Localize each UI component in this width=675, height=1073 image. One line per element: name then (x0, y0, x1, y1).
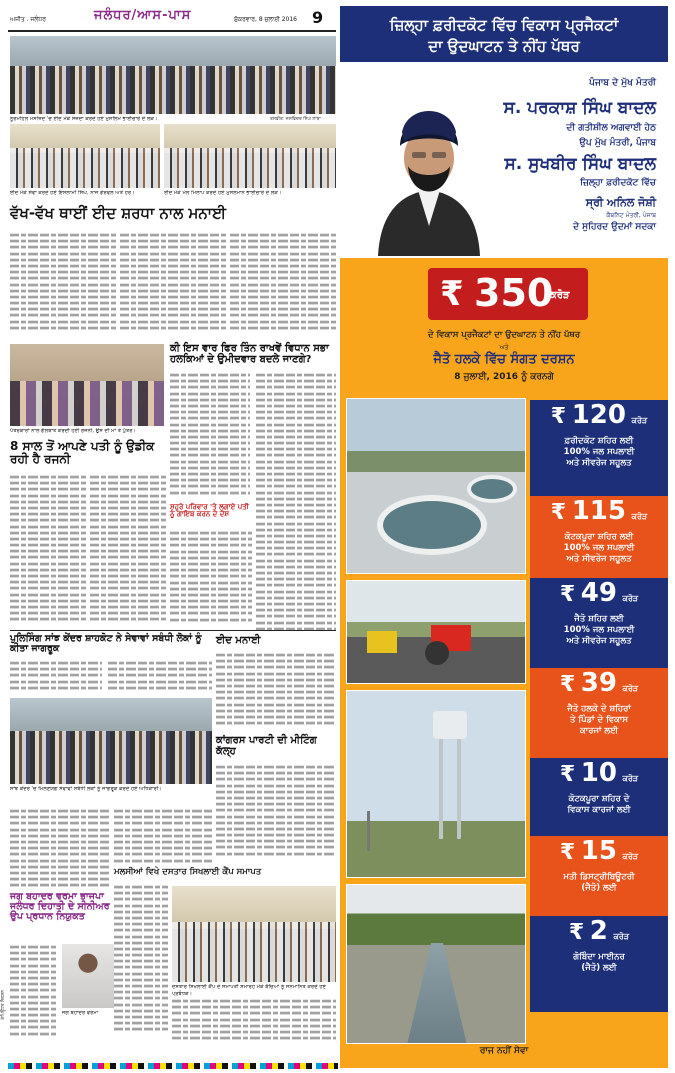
rupee-icon: ₹ (550, 500, 567, 525)
story7-caption: ਜਗ ਬਹਾਦਰ ਵਰਮਾ (62, 1010, 99, 1016)
project-panel (530, 668, 668, 758)
project-line2: 100% ਜਲ ਸਪਲਾਈ (563, 625, 635, 635)
rupee-icon: ₹ (550, 404, 567, 429)
divider (10, 630, 336, 631)
project-amount-unit: ਕਰੋੜ (622, 852, 639, 861)
story7-headline: ਜਗ ਬਹਾਦਰ ਵਰਮਾ ਭਾਜਪਾ ਜਲੰਧਰ ਦਿਹਾਤੀ ਦੇ ਸੀਨੀਅਰ ਉਪ ਪ੍ਰਧਾਨ ਨਿਯੁਕਤ (10, 891, 110, 922)
and-word: ਅਤੇ (499, 344, 509, 351)
canal-photo (346, 884, 526, 1044)
eid-prayer-photo (10, 36, 336, 114)
project-amount-unit: ਕਰੋੜ (631, 416, 648, 425)
issue-date: ਸ਼ੁੱਕਰਵਾਰ, 8 ਜੁਲਾਈ 2016 (234, 16, 297, 23)
eid-greeting-photo (164, 124, 336, 188)
project-panel (530, 836, 668, 916)
story1-body-col2 (120, 232, 226, 336)
project-amount (530, 836, 668, 866)
sub-headline: ਕੀ ਇਸ ਵਾਰ ਫਿਰ ਤਿੰਨ ਰਾਖਵੇਂ ਵਿਧਾਨ ਸਭਾ ਹਲਕਿਆਂ ਦੇ ਉਮੀਦਵਾਰ ਬਦਲੇ ਜਾਣਗੇ? (170, 343, 329, 365)
project-line1: ਮਤੀ ਡਿਸਟ੍ਰੀਬਿਊਟਰੀ (563, 872, 635, 882)
color-registration-marks (8, 1063, 338, 1069)
project-line1: ਜੈਤੋ ਸ਼ਹਿਰ ਲਈ (574, 614, 624, 624)
cm-name: ਸ. ਪਰਕਾਸ਼ ਸਿੰਘ ਬਾਦਲ (503, 98, 656, 118)
story2-headline: 8 ਸਾਲ ਤੋਂ ਆਪਣੇ ਪਤੀ ਨੂੰ ਉਡੀਕ ਰਹੀ ਹੈ ਰਜਨੀ (10, 439, 155, 466)
rupee-icon: ₹ (440, 274, 464, 314)
story3-headline: ਪੁਲਿਸਿੰਗ ਸਾਂਝ ਕੇਂਦਰ ਸ਼ਾਹਕੋਟ ਨੇ ਸੇਵਾਵਾਂ ਸਬੰਧੀ ਲੋਕਾਂ ਨੂੰ ਕੀਤਾ ਜਾਗਰੂਕ (10, 633, 202, 654)
project-panel (530, 578, 668, 668)
story4-headline: ਈਦ ਮਨਾਈ (216, 635, 261, 646)
photo2-caption: ਈਦ ਮੌਕੇ ਸੇਵਾ ਕਰਦੇ ਹੋਏ ਇਸਲਾਮੀ ਸਿੰਘ, ਨਾਜ ਗੌਰਵਲ ਅਤੇ ਹੋਰ। (10, 190, 135, 196)
dcm-name: ਸ. ਸੁਖਬੀਰ ਸਿੰਘ ਬਾਦਲ (504, 154, 656, 174)
project-description (530, 532, 668, 565)
eid-service-photo (10, 124, 160, 188)
project-line3: ਅਤੇ ਸੀਵਰੇਜ ਸਹੂਲਤ (566, 554, 632, 564)
project-amount-value: 10 (580, 758, 617, 788)
page-header (8, 6, 336, 32)
story2-body-col2 (90, 474, 166, 624)
project-line2: ਤੇ ਪਿੰਡਾਂ ਦੇ ਵਿਕਾਸ (569, 715, 629, 725)
project-panel (530, 758, 668, 836)
story6-headline: ਮਲਸੀਆਂ ਵਿਖੇ ਦਸਤਾਰ ਸਿਖਲਾਈ ਕੈਂਪ ਸਮਾਪਤ (114, 867, 262, 877)
project-line1: ਕੋਟਕਪੂਰਾ ਸ਼ਹਿਰ ਲਈ (564, 532, 634, 542)
page-number: 9 (312, 8, 324, 27)
rupee-icon: ₹ (568, 920, 585, 945)
project-line2: ਵਿਕਾਸ ਕਾਰਜਾਂ ਲਈ (567, 805, 631, 815)
ad-slogan: ਰਾਜ ਨਹੀਂ ਸੇਵਾ (479, 1046, 529, 1056)
photo3-caption: ਈਦ ਮੌਕੇ ਮੇਲ ਮਿਲਾਪ ਕਰਦੇ ਹੋਏ ਮੁਸਲਮਾਨ ਭਾਈਚਾਰੇ ਦੇ ਲੋਕ। (164, 190, 282, 196)
project-amount-value: 39 (580, 668, 617, 698)
story7-body-col1 (10, 944, 58, 1042)
story1-body-col3 (230, 232, 336, 336)
photo1-credit: ਤਸਵੀਰ: ਜਸਵਿੰਦਰ ਸਿੰਘ ਲਾਂਬਾ (270, 117, 321, 122)
project-amount-value: 115 (571, 496, 626, 526)
project-panel (530, 916, 668, 1012)
story4-body (216, 652, 336, 730)
story3-sidecol (168, 686, 212, 816)
project-amount-unit: ਕਰੋੜ (622, 594, 639, 603)
ad-title-line2: ਦਾ ਉਦਘਾਟਨ ਤੇ ਨੀਂਹ ਪੱਥਰ (428, 37, 580, 55)
project-line3: ਕਾਰਜਾਂ ਲਈ (579, 726, 619, 736)
total-unit: ਕਰੋੜ (550, 290, 570, 301)
project-amount-value: 15 (580, 836, 617, 866)
minister-name: ਸ੍ਰੀ ਅਨਿਲ ਜੋਸ਼ੀ (585, 196, 656, 209)
cm-label: ਪੰਜਾਬ ਦੇ ਮੁੱਖ ਮੰਤਰੀ (589, 78, 656, 88)
project-amount (530, 916, 668, 946)
sangat-darshan-line: ਜੈਤੋ ਹਲਕੇ ਵਿੱਚ ਸੰਗਤ ਦਰਸ਼ਨ (433, 352, 575, 367)
project-line1: ਕੋਟਕਪੂਰਾ ਸ਼ਹਿਰ ਦੇ (568, 794, 630, 804)
story2-body-col3 (170, 530, 252, 624)
section-title: ਜਲੰਧਰ/ਆਸ-ਪਾਸ (94, 8, 192, 23)
project-line2: 100% ਜਲ ਸਪਲਾਈ (563, 543, 635, 553)
family-photo-caption: ਪੱਤਰਕਾਰਾਂ ਨਾਲ ਗੱਲਬਾਤ ਕਰਦੀ ਹੋਈ ਰਜਨੀ, ਉਸ ਦੀ ਮਾਂ ਤੇ ਪੁੱਤਰ। (10, 428, 137, 434)
story6-body-col1 (114, 884, 168, 1034)
photo1-caption: ਨੂਰਮਹਿਲ ਮਸਜਿਦ 'ਚ ਈਦ ਮੌਕੇ ਸਜਦਾ ਕਰਦੇ ਹੋਏ ਮੁਸਲਿਮ ਭਾਈਚਾਰੇ ਦੇ ਲੋਕ। (10, 116, 158, 122)
story6-caption: ਦਸਤਾਰ ਸਿਖਲਾਈ ਕੈਂਪ ਦੇ ਸਮਾਪਤੀ ਸਮਾਰੋਹ ਮੌਕੇ ਬੱਚਿਆਂ ਨੂੰ ਸਨਮਾਨਿਤ ਕਰਦੇ ਹੋਏ ਪ੍ਰਬੰਧਕ। (172, 984, 326, 997)
project-description (530, 794, 668, 816)
ad-title-line1: ਜ਼ਿਲ੍ਹਾ ਫ਼ਰੀਦਕੋਟ ਵਿੱਚ ਵਿਕਾਸ ਪ੍ਰਜੈਕਟਾਂ (389, 16, 619, 34)
project-line1: ਗੋਬਿੰਦਾ ਮਾਈਨਰ (573, 952, 625, 962)
family-photo (10, 344, 164, 426)
story1-body-col1 (10, 232, 116, 336)
rupee-icon: ₹ (559, 672, 576, 697)
road-roller-photo (346, 580, 526, 684)
project-amount (530, 758, 668, 788)
project-amount (530, 668, 668, 698)
project-amount-unit: ਕਰੋੜ (622, 774, 639, 783)
leader-portrait (358, 66, 500, 256)
story3-body-col3 (10, 808, 110, 890)
story5-body (216, 764, 336, 862)
effort-line: ਦੇ ਸੁਹਿਰਦ ਉਦਮਾਂ ਸਦਕਾ (573, 222, 656, 232)
project-line3: ਅਤੇ ਸੀਵਰੇਜ ਸਹੂਲਤ (566, 458, 632, 468)
project-description (530, 704, 668, 737)
side-credit: ਕੰਪਿਊਟਰ ਸੈਕਸ਼ਨ (1, 990, 6, 1020)
cm-lead: ਦੀ ਗਤੀਸ਼ੀਲ ਅਗਵਾਈ ਹੇਠ (566, 123, 656, 133)
project-amount (530, 400, 668, 430)
project-line2: (ਜੈਤੋ) ਲਈ (581, 883, 617, 893)
project-description (530, 952, 668, 974)
event-date-line: 8 ਜੁਲਾਈ, 2016 ਨੂੰ ਕਰਨਗੇ (454, 372, 554, 382)
project-amount (530, 578, 668, 608)
water-treatment-photo (346, 398, 526, 574)
total-amount-box (428, 268, 588, 320)
edition-label: ਅਜੀਤ . ਜਲੰਧਰ (10, 16, 46, 23)
project-line1: ਜੈਤੋ ਹਲਕੇ ਦੇ ਸ਼ਹਿਰਾਂ (567, 704, 631, 714)
project-description (530, 614, 668, 647)
project-line2: (ਜੈਤੋ) ਲਈ (581, 963, 617, 973)
rupee-icon: ₹ (559, 762, 576, 787)
story-sub-body-col1 (170, 372, 250, 500)
story2-body-col1 (10, 474, 86, 624)
project-panel (530, 496, 668, 578)
project-line2: 100% ਜਲ ਸਪਲਾਈ (563, 447, 635, 457)
project-line3: ਅਤੇ ਸੀਵਰੇਜ ਸਹੂਲਤ (566, 636, 632, 646)
main-headline: ਵੱਖ-ਵੱਖ ਥਾਈਂ ਈਦ ਸ਼ਰਧਾ ਨਾਲ ਮਨਾਈ (10, 204, 226, 222)
project-line1: ਫ਼ਰੀਦਕੋਟ ਸ਼ਹਿਰ ਲਈ (564, 436, 634, 446)
total-amount-band (340, 264, 668, 324)
story6-body-col2 (172, 998, 336, 1042)
story2-subheadline: ਸਹੁਰੇ ਪਰਿਵਾਰ 'ਤੇ ਲਗਾਏ ਪਤੀ ਨੂੰ ਗਾਇਬ ਕਰਨ ਦੇ ਦੋਸ਼ (170, 503, 249, 519)
project-description (530, 872, 668, 894)
rupee-icon: ₹ (559, 840, 576, 865)
turban-camp-photo (172, 886, 336, 982)
project-amount-unit: ਕਰੋੜ (613, 932, 630, 941)
minister-title: ਕੈਬਨਿਟ ਮੰਤਰੀ, ਪੰਜਾਬ (606, 212, 656, 219)
project-amount-unit: ਕਰੋੜ (631, 512, 648, 521)
story3-caption: ਸਾਂਝ ਕੇਂਦਰ 'ਚ ਮਿਲਣਯੋਗ ਸੇਵਾਵਾਂ ਸਬੰਧੀ ਲੋਕਾਂ ਨੂੰ ਜਾਗਰੂਕ ਕਰਦੇ ਹੋਏ ਅਧਿਕਾਰੀ। (10, 786, 162, 792)
story3-body-col4 (114, 808, 212, 868)
project-description (530, 436, 668, 469)
story5-headline: ਕਾਂਗਰਸ ਪਾਰਟੀ ਦੀ ਮੀਟਿੰਗ ਕੱਲ੍ਹ (216, 735, 317, 757)
project-panel (530, 400, 668, 496)
development-projects-ad (340, 6, 668, 1068)
project-amount (530, 496, 668, 526)
water-tank-photo (346, 690, 526, 878)
district-line: ਜ਼ਿਲ੍ਹਾ ਫ਼ਰੀਦਕੋਟ ਵਿੱਚ (580, 178, 656, 188)
story3-body-col1 (10, 660, 102, 696)
total-description: ਦੇ ਵਿਕਾਸ ਪ੍ਰਜੈਕਟਾਂ ਦਾ ਉਦਘਾਟਨ ਤੇ ਨੀਂਹ ਪੱਥਰ (427, 330, 581, 340)
rupee-icon: ₹ (559, 582, 576, 607)
dcm-title: ਉਪ ਮੁੱਖ ਮੰਤਰੀ, ਪੰਜਾਬ (579, 138, 656, 148)
project-amount-value: 2 (589, 916, 608, 946)
project-amount-value: 120 (571, 400, 626, 430)
portrait-photo (62, 944, 114, 1008)
story-sub-body-col2 (256, 372, 336, 634)
project-amount-value: 49 (580, 578, 617, 608)
project-amount-unit: ਕਰੋੜ (622, 684, 639, 693)
total-amount: 350 (474, 271, 554, 315)
